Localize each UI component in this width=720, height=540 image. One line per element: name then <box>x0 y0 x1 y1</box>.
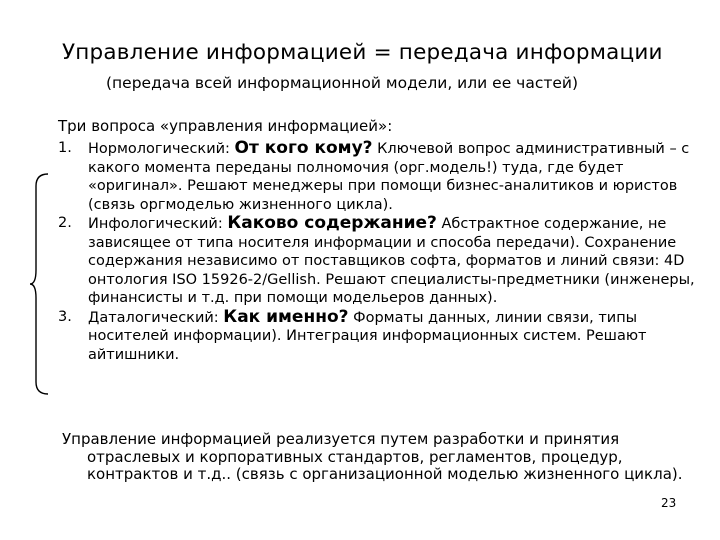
item-question: Каково содержание? <box>227 213 437 233</box>
item-text: Абстрактное содержание, не зависящее от типа носителя информации и способа передачи). Сохранение содержания независимо от поставщиков софта, форматов и линий связи: 4D онтология ISO 15926-2/Gellish. Решают специалисты-предметники (инженеры, финансисты и т.д. при помощи модельеров данных). <box>88 216 695 306</box>
item-label: Даталогический: <box>88 309 224 326</box>
item-number: 3. <box>58 308 72 325</box>
item-question: От кого кому? <box>234 138 373 158</box>
intro-text: Три вопроса «управления информацией»: <box>58 117 393 135</box>
page-title: Управление информацией = передача информации <box>62 40 663 65</box>
page-subtitle: (передача всей информационной модели, или ее частей) <box>106 74 579 92</box>
list-item <box>58 308 708 365</box>
item-label: Нормологический: <box>88 141 235 157</box>
item-text: Ключевой вопрос административный – с какого момента переданы полномочия (орг.модель!) туда, где будет «оригинал». Решают менеджеры при помощи бизнес-аналитиков и юристов (связь оргмоделью жизненного цикла). <box>88 141 690 213</box>
list-item <box>58 214 708 308</box>
curly-brace-icon <box>28 172 54 396</box>
list-item <box>58 139 708 214</box>
item-text: Форматы данных, линии связи, типы носителей информации). Интеграция информационных систем. Решают айтишники. <box>88 309 647 363</box>
questions-list <box>58 139 708 364</box>
item-number: 1. <box>58 140 72 156</box>
conclusion-text: Управление информацией реализуется путем разработки и принятия отраслевых и корпоративных стандартов, регламентов, процедур, контрактов и т.д.. (связь с организационной моделью жизненного цикла). <box>62 430 683 483</box>
item-number: 2. <box>58 215 72 231</box>
page-number: 23 <box>661 496 677 510</box>
item-label: Инфологический: <box>88 216 228 232</box>
item-question: Как именно? <box>223 306 349 327</box>
